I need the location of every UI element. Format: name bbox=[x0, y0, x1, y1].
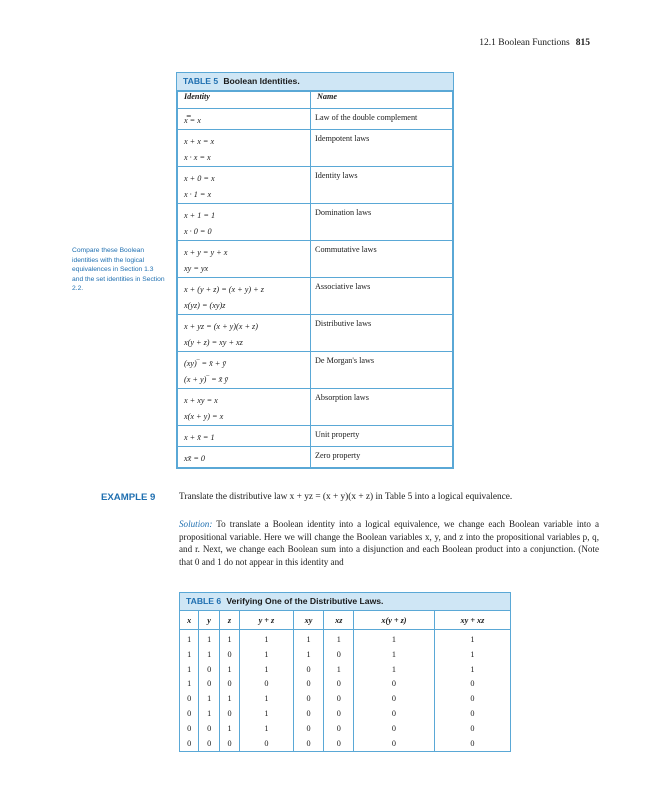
table-cell: 0 bbox=[434, 707, 510, 722]
table-cell: 0 bbox=[324, 707, 354, 722]
table-cell: 1 bbox=[219, 692, 239, 707]
table-cell: 1 bbox=[293, 630, 324, 648]
identity-row bbox=[178, 167, 453, 204]
identity-cell bbox=[178, 278, 311, 315]
table-cell: 1 bbox=[240, 663, 293, 678]
table-6-title: Verifying One of the Distributive Laws. bbox=[226, 596, 384, 606]
identity-name: Unit property bbox=[311, 426, 453, 447]
table-cell: 0 bbox=[199, 737, 219, 752]
table-cell: 1 bbox=[434, 648, 510, 663]
identity-formula: xy = yx bbox=[184, 264, 209, 273]
identity-formula: x̿ = x bbox=[184, 116, 201, 125]
table-cell: 0 bbox=[354, 677, 435, 692]
table-cell: 0 bbox=[434, 722, 510, 737]
identity-cell bbox=[178, 426, 311, 447]
identity-formula: x(x + y) = x bbox=[184, 412, 224, 421]
table-cell: 0 bbox=[354, 692, 435, 707]
table-cell: 0 bbox=[293, 663, 324, 678]
table-5-number: TABLE 5 bbox=[183, 76, 219, 86]
example-label: EXAMPLE 9 bbox=[101, 492, 156, 503]
table-cell: 1 bbox=[434, 663, 510, 678]
table-cell: 1 bbox=[187, 679, 192, 689]
table-cell: 1 bbox=[240, 722, 293, 737]
column-header: xy bbox=[293, 611, 324, 630]
column-header: y bbox=[199, 611, 219, 630]
solution-label: Solution: bbox=[179, 519, 213, 529]
column-header: z bbox=[219, 611, 239, 630]
table-cell: 1 bbox=[187, 664, 192, 674]
identity-row bbox=[178, 426, 453, 447]
identity-cell bbox=[178, 204, 311, 241]
table-cell: 0 bbox=[293, 707, 324, 722]
identity-formula: x + x = x bbox=[184, 137, 215, 146]
table-cell: 1 bbox=[199, 692, 219, 707]
table-6 bbox=[179, 592, 511, 752]
identity-name: Associative laws bbox=[311, 278, 453, 315]
table-cell: 1 bbox=[354, 630, 435, 648]
table-cell: 1 bbox=[187, 635, 192, 644]
identity-row bbox=[178, 278, 453, 315]
table-5 bbox=[176, 72, 454, 469]
identity-formula: x · 1 = x bbox=[184, 190, 212, 199]
table-cell: 1 bbox=[293, 648, 324, 663]
table-cell: 0 bbox=[187, 738, 192, 748]
identity-formula: x + 0 = x bbox=[184, 174, 215, 183]
running-head bbox=[479, 38, 590, 48]
identity-name: Zero property bbox=[311, 447, 453, 468]
example-statement: Translate the distributive law x + yz = (x + y)(x + z) in Table 5 into a logical equivalence. bbox=[179, 492, 513, 502]
table-cell: 0 bbox=[324, 737, 354, 752]
table-cell: 0 bbox=[354, 722, 435, 737]
table-cell: 1 bbox=[240, 630, 293, 648]
identity-name: Distributive laws bbox=[311, 315, 453, 352]
identity-name: Identity laws bbox=[311, 167, 453, 204]
identity-formula: xx̄ = 0 bbox=[184, 454, 205, 463]
identity-row bbox=[178, 109, 453, 130]
table-cell: 0 bbox=[240, 677, 293, 692]
identity-name: Commutative laws bbox=[311, 241, 453, 278]
table-cell: 1 bbox=[199, 707, 219, 722]
table-cell: 1 bbox=[240, 692, 293, 707]
distributive-law-table bbox=[180, 611, 510, 751]
table-cell: 1 bbox=[219, 630, 239, 648]
table-6-number: TABLE 6 bbox=[186, 596, 222, 606]
table-cell: 0 bbox=[293, 737, 324, 752]
identity-row bbox=[178, 352, 453, 389]
identity-cell bbox=[178, 315, 311, 352]
column-header: x(y + z) bbox=[354, 611, 435, 630]
table-cell: 1 bbox=[219, 663, 239, 678]
identity-formula: x + (y + z) = (x + y) + z bbox=[184, 285, 264, 294]
table-cell: 0 bbox=[293, 692, 324, 707]
page-number: 815 bbox=[575, 38, 590, 48]
table-row bbox=[180, 677, 510, 692]
table-cell: 0 bbox=[199, 663, 219, 678]
identity-row bbox=[178, 447, 453, 468]
table-row bbox=[180, 737, 510, 752]
table-row bbox=[180, 630, 510, 648]
table-row bbox=[180, 663, 510, 678]
table-cell: 0 bbox=[187, 723, 192, 733]
identity-name: Absorption laws bbox=[311, 389, 453, 426]
table-cell: 1 bbox=[187, 649, 192, 659]
table-cell: 1 bbox=[199, 648, 219, 663]
identity-cell bbox=[178, 109, 311, 130]
identity-name: Domination laws bbox=[311, 204, 453, 241]
table-cell: 0 bbox=[240, 737, 293, 752]
identity-row bbox=[178, 241, 453, 278]
table-cell: 0 bbox=[199, 677, 219, 692]
boolean-identities-table bbox=[177, 91, 453, 468]
table-6-caption bbox=[180, 593, 510, 611]
identity-formula: x(yz) = (xy)z bbox=[184, 301, 226, 310]
table-cell: 0 bbox=[219, 677, 239, 692]
identity-formula: x(y + z) = xy + xz bbox=[184, 338, 243, 347]
identity-formula: x + xy = x bbox=[184, 396, 218, 405]
column-header: xz bbox=[324, 611, 354, 630]
identity-formula: (xy)‾ = x̄ + ȳ bbox=[184, 359, 226, 368]
identity-row bbox=[178, 204, 453, 241]
table-cell: 1 bbox=[240, 707, 293, 722]
table-5-caption bbox=[177, 73, 453, 91]
table-cell: 0 bbox=[219, 648, 239, 663]
table-cell: 0 bbox=[293, 677, 324, 692]
table-cell: 1 bbox=[434, 630, 510, 648]
identity-name: Law of the double complement bbox=[311, 109, 453, 130]
identity-cell bbox=[178, 130, 311, 167]
identity-row bbox=[178, 315, 453, 352]
table-cell: 1 bbox=[324, 663, 354, 678]
table-cell: 0 bbox=[199, 722, 219, 737]
identity-formula: x · 0 = 0 bbox=[184, 227, 212, 236]
table-cell: 1 bbox=[354, 663, 435, 678]
identity-name: De Morgan's laws bbox=[311, 352, 453, 389]
table-row bbox=[180, 722, 510, 737]
column-header-identity: Identity bbox=[178, 92, 311, 109]
column-header-name: Name bbox=[311, 92, 453, 109]
table-row bbox=[180, 648, 510, 663]
identity-cell bbox=[178, 352, 311, 389]
identity-cell bbox=[178, 447, 311, 468]
table-cell: 1 bbox=[240, 648, 293, 663]
identity-cell bbox=[178, 389, 311, 426]
table-cell: 0 bbox=[324, 692, 354, 707]
section-title: 12.1 Boolean Functions bbox=[479, 38, 570, 48]
table-cell: 0 bbox=[219, 707, 239, 722]
table-cell: 1 bbox=[219, 722, 239, 737]
identity-formula: x + 1 = 1 bbox=[184, 211, 216, 220]
solution-paragraph bbox=[179, 518, 599, 568]
identity-formula: x + y = y + x bbox=[184, 248, 228, 257]
identity-cell bbox=[178, 167, 311, 204]
table-cell: 0 bbox=[324, 677, 354, 692]
table-cell: 0 bbox=[354, 737, 435, 752]
table-cell: 1 bbox=[199, 630, 219, 648]
table-cell: 0 bbox=[187, 708, 192, 718]
solution-text: To translate a Boolean identity into a logical equivalence, we change each Boolean variable into a propositional variable. Here we will change the Boolean variables x, y, and z into the propositional variables p, q, and r. Next, we change each Boolean sum into a disjunction and each Boolean product into a conjunction. (Note that 0 and 1 do not appear in this identity and bbox=[179, 519, 599, 567]
column-header: x bbox=[180, 611, 199, 630]
table-cell: 1 bbox=[354, 648, 435, 663]
table-cell: 0 bbox=[187, 694, 192, 704]
table-row bbox=[180, 692, 510, 707]
table-cell: 0 bbox=[434, 677, 510, 692]
identity-row bbox=[178, 389, 453, 426]
identity-formula: x + yz = (x + y)(x + z) bbox=[184, 322, 258, 331]
table-cell: 0 bbox=[324, 722, 354, 737]
identity-formula: (x + y)‾ = x̄ ȳ bbox=[184, 375, 228, 384]
identity-cell bbox=[178, 241, 311, 278]
table-5-title: Boolean Identities. bbox=[223, 76, 300, 86]
table-cell: 0 bbox=[434, 737, 510, 752]
table-cell: 0 bbox=[219, 737, 239, 752]
table-row bbox=[180, 707, 510, 722]
margin-note: Compare these Boolean identities with the logical equivalences in Section 1.3 and the set identities in Section 2.2. bbox=[72, 247, 165, 293]
identity-name: Idempotent laws bbox=[311, 130, 453, 167]
identity-formula: x · x = x bbox=[184, 153, 211, 162]
table-cell: 0 bbox=[293, 722, 324, 737]
column-header: xy + xz bbox=[434, 611, 510, 630]
identity-row bbox=[178, 130, 453, 167]
table-cell: 0 bbox=[324, 648, 354, 663]
table-cell: 0 bbox=[434, 692, 510, 707]
table-cell: 0 bbox=[354, 707, 435, 722]
column-header: y + z bbox=[240, 611, 293, 630]
identity-formula: x + x̄ = 1 bbox=[184, 433, 215, 442]
table-cell: 1 bbox=[324, 630, 354, 648]
